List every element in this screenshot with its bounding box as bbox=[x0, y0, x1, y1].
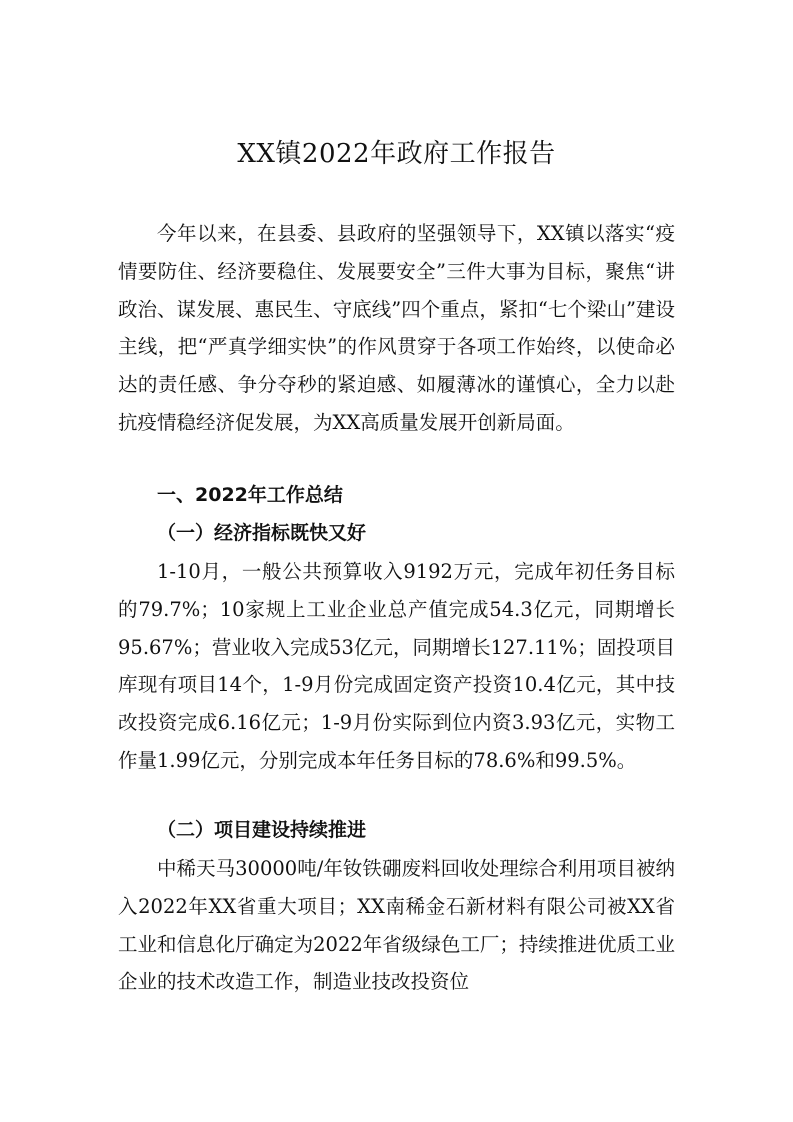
projects-paragraph: 中稀天马30000吨/年钕铁硼废料回收处理综合利用项目被纳入2022年XX省重大项目；XX南稀金石新材料有限公司被XX省工业和信息化厅确定为2022年省级绿色工厂；持续推进优质工业企业的技术改造工作，制造业技改投资位 bbox=[118, 857, 675, 994]
economy-paragraph: 1-10月，一般公共预算收入9192万元，完成年初任务目标的79.7%；10家规上工业企业总产值完成54.3亿元，同期增长95.67%；营业收入完成53亿元，同期增长127.11%；固投项目库现有项目14个，1-9月份完成固定资产投资10.4亿元，其中技改投资完成6.16亿元；1-9月份实际到位内资3.93亿元，实物工作量1.99亿元，分别完成本年任务目标的78.6%和99.5%。 bbox=[118, 560, 675, 772]
subsection-heading-economy: （一）经济指标既快又好 bbox=[157, 522, 367, 544]
document-title: XX镇2022年政府工作报告 bbox=[237, 139, 556, 169]
section-heading-summary: 一、2022年工作总结 bbox=[157, 484, 343, 506]
intro-paragraph: 今年以来，在县委、县政府的坚强领导下，XX镇以落实“疫情要防住、经济要稳住、发展要安全”三件大事为目标，聚焦“讲政治、谋发展、惠民生、守底线”四个重点，紧扣“七个梁山”建设主线，把“严真学细实快”的作风贯穿于各项工作始终，以使命必达的责任感、争分夺秒的紧迫感、如履薄冰的谨慎心，全力以赴抗疫情稳经济促发展，为XX高质量发展开创新局面。 bbox=[118, 222, 675, 434]
subsection-heading-projects: （二）项目建设持续推进 bbox=[157, 819, 367, 841]
